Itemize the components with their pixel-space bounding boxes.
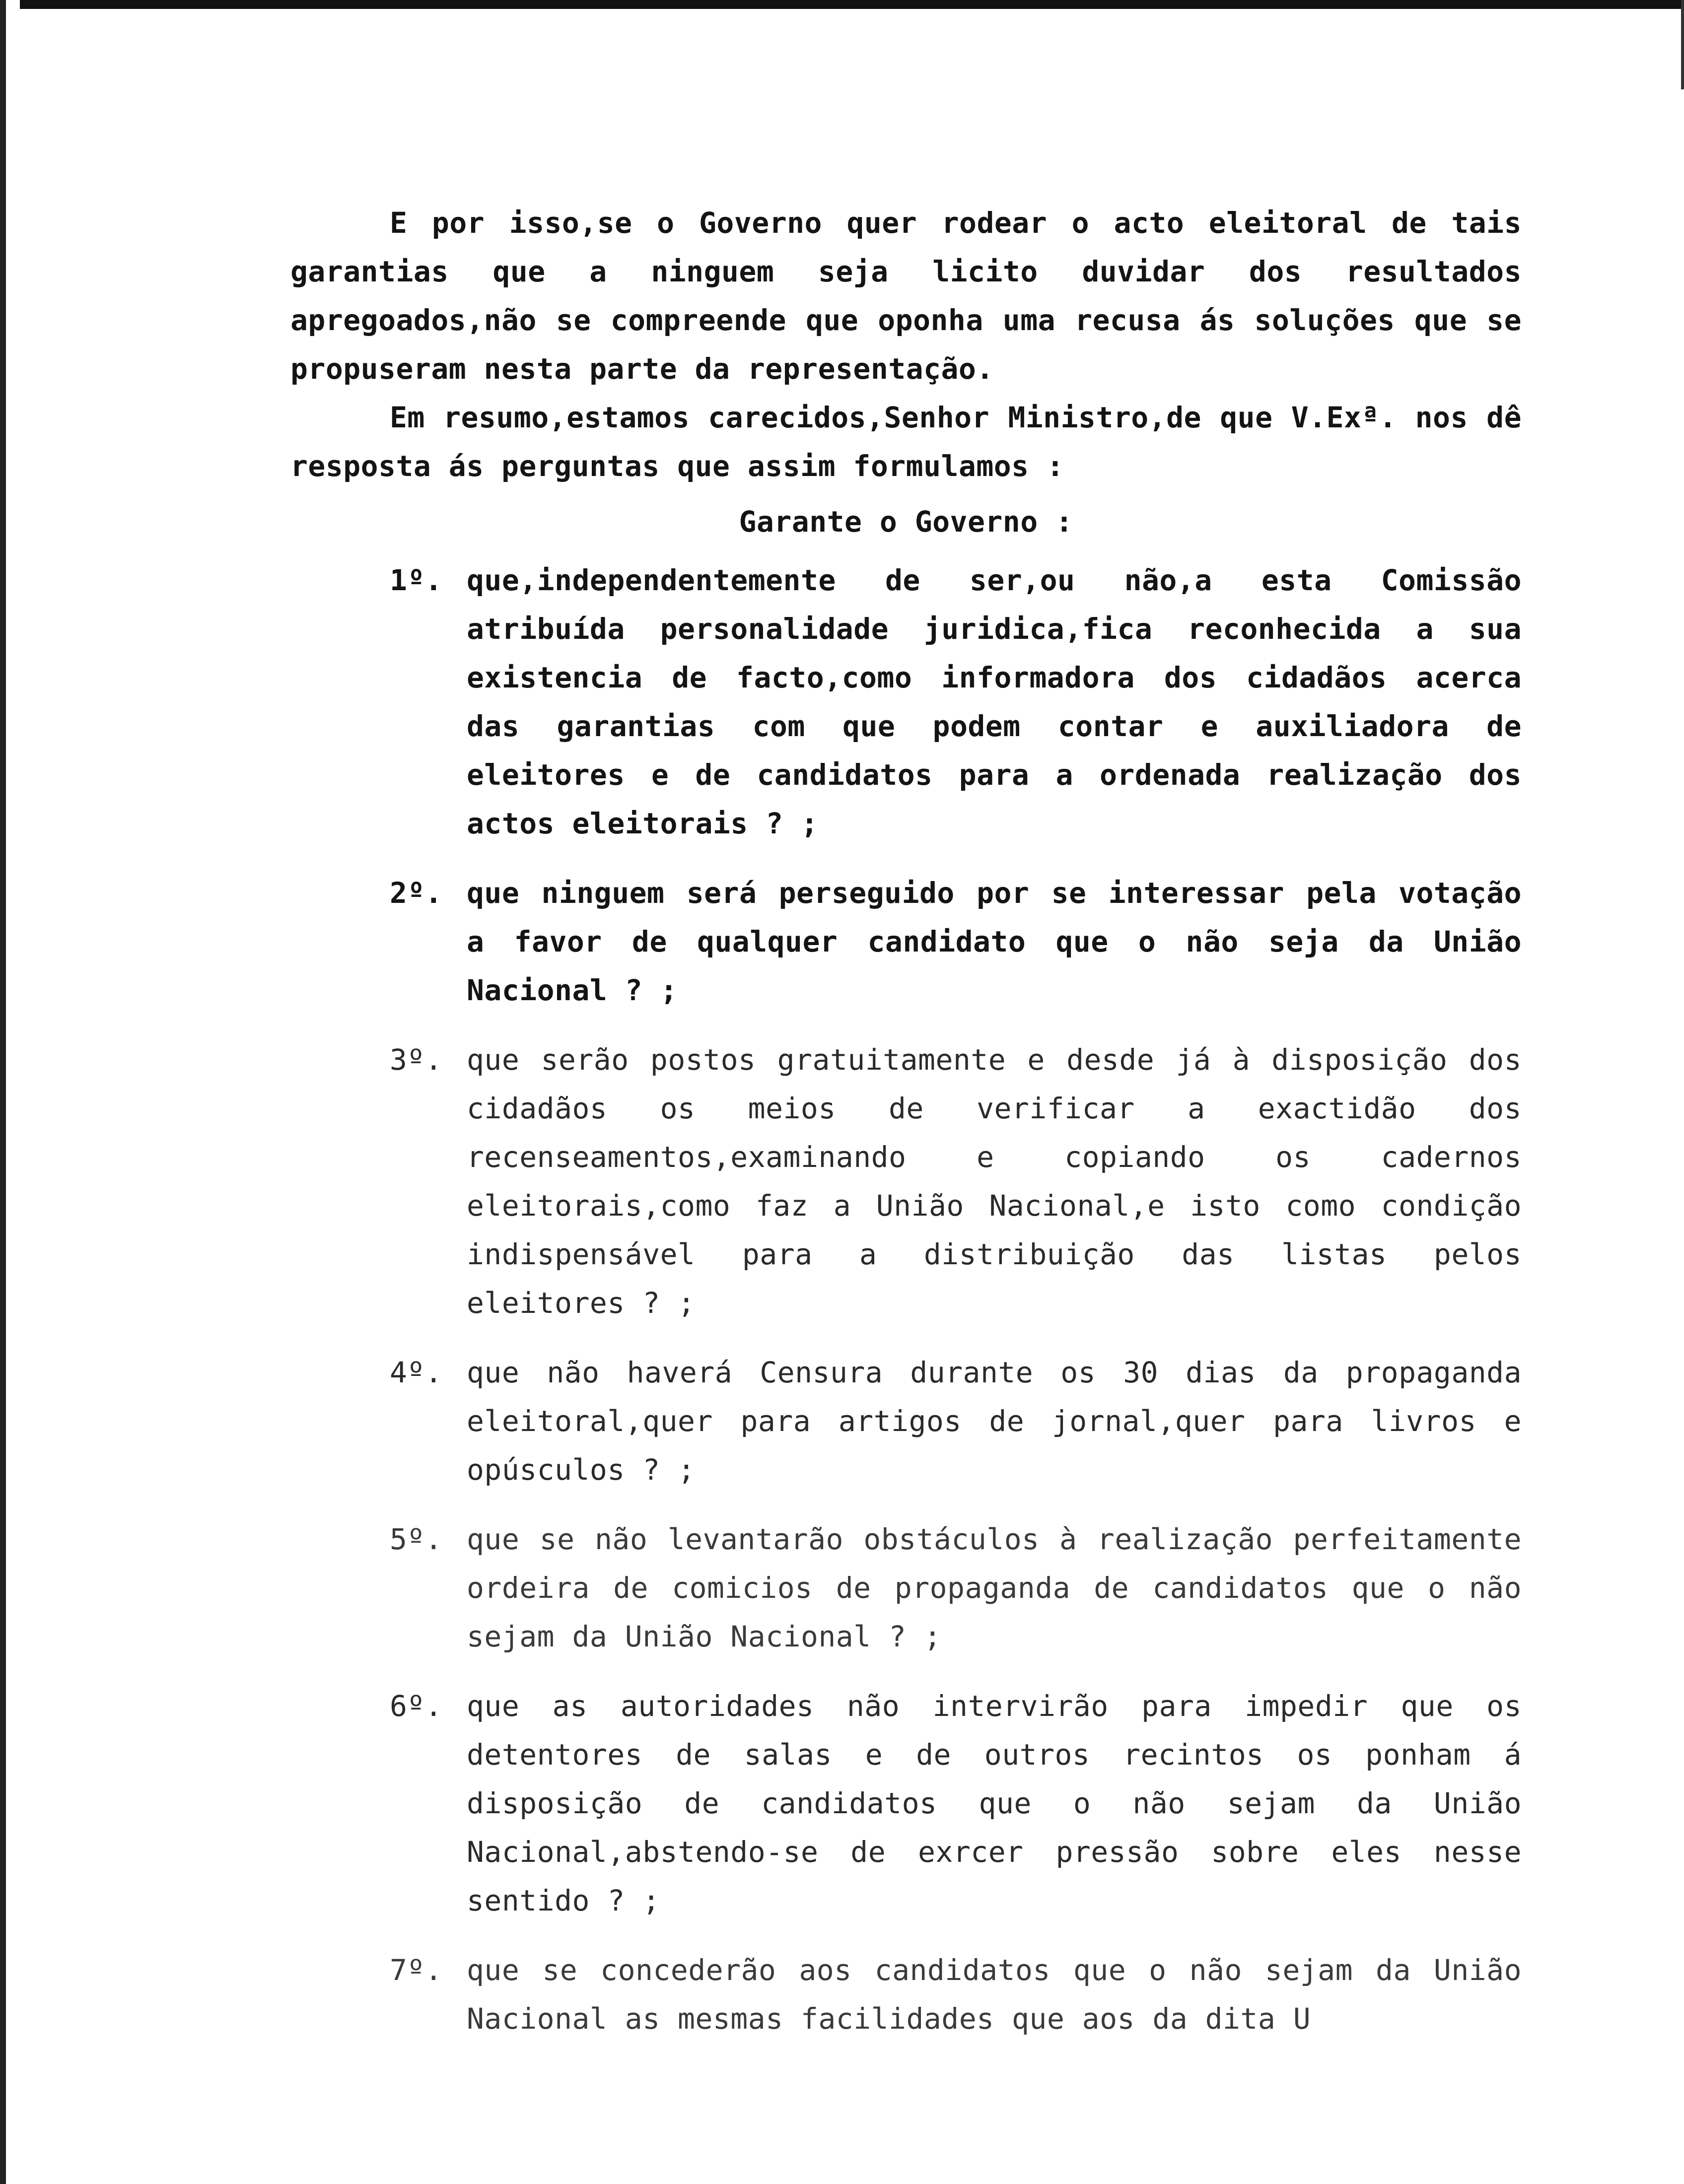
- item-text: que,independentemente de ser,ou não,a esta Comissão atribuída personalidade juridica,fica reconhecida a sua existencia de facto,como informadora dos cidadãos acerca das garantias com que podem contar e auxiliadora de eleitores e de candidatos para a ordenada realização dos actos eleitorais ? ;: [467, 563, 1522, 840]
- paragraph-intro: E por isso,se o Governo quer rodear o acto eleitoral de tais garantias que a ninguem seja licito duvidar dos resultados apregoados,não se compreende que oponha uma recusa ás soluções que se propuseram nesta parte da representação.: [290, 206, 1540, 386]
- item-number: 7º.: [390, 1953, 443, 1987]
- item-number: 4º.: [390, 1356, 443, 1389]
- item-number: 3º.: [390, 1043, 443, 1077]
- item-number: 1º.: [390, 563, 443, 597]
- list-item: [290, 1515, 1522, 1661]
- question-list: [290, 556, 1522, 2043]
- item-text: que se concederão aos candidatos que o não sejam da União Nacional as mesmas facilidades que aos da dita U: [467, 1953, 1522, 2036]
- item-text: que se não levantarão obstáculos à realização perfeitamente ordeira de comicios de propaganda de candidatos que o não sejam da União Nacional ? ;: [467, 1522, 1522, 1653]
- item-number: 5º.: [390, 1522, 443, 1556]
- scan-edge-top: [20, 0, 1684, 9]
- item-text: que serão postos gratuitamente e desde já à disposição dos cidadãos os meios de verificar a exactidão dos recenseamentos,examinando e copiando os cadernos eleitorais,como faz a União Nacional,e isto como condição indispensável para a distribuição das listas pelos eleitores ? ;: [467, 1043, 1522, 1320]
- list-item: [290, 869, 1522, 1015]
- list-item: [290, 1682, 1522, 1925]
- item-number: 6º.: [390, 1689, 443, 1723]
- list-item: [290, 1348, 1522, 1494]
- scan-edge-left: [0, 0, 6, 2184]
- item-text: que ninguem será perseguido por se interessar pela votação a favor de qualquer candidato que o não seja da União Nacional ? ;: [467, 876, 1522, 1007]
- item-text: que não haverá Censura durante os 30 dias da propaganda eleitoral,quer para artigos de jornal,quer para livros e opúsculos ? ;: [467, 1356, 1522, 1487]
- list-item: [290, 1946, 1522, 2043]
- section-heading: Garante o Governo :: [739, 505, 1073, 539]
- list-item: [290, 556, 1522, 848]
- list-item: [290, 1035, 1522, 1327]
- item-text: que as autoridades não intervirão para impedir que os detentores de salas e de outros recintos os ponham á disposição de candidatos que o não sejam da União Nacional,abstendo-se de exrcer pressão sobre eles nesse sentido ? ;: [467, 1689, 1522, 1917]
- paragraph-summary: Em resumo,estamos carecidos,Senhor Ministro,de que V.Exª. nos dê resposta ás perguntas que assim formulamos :: [290, 401, 1540, 483]
- typewritten-letter-body: [290, 199, 1540, 2064]
- scan-edge-right: [1681, 0, 1684, 89]
- item-number: 2º.: [390, 876, 443, 910]
